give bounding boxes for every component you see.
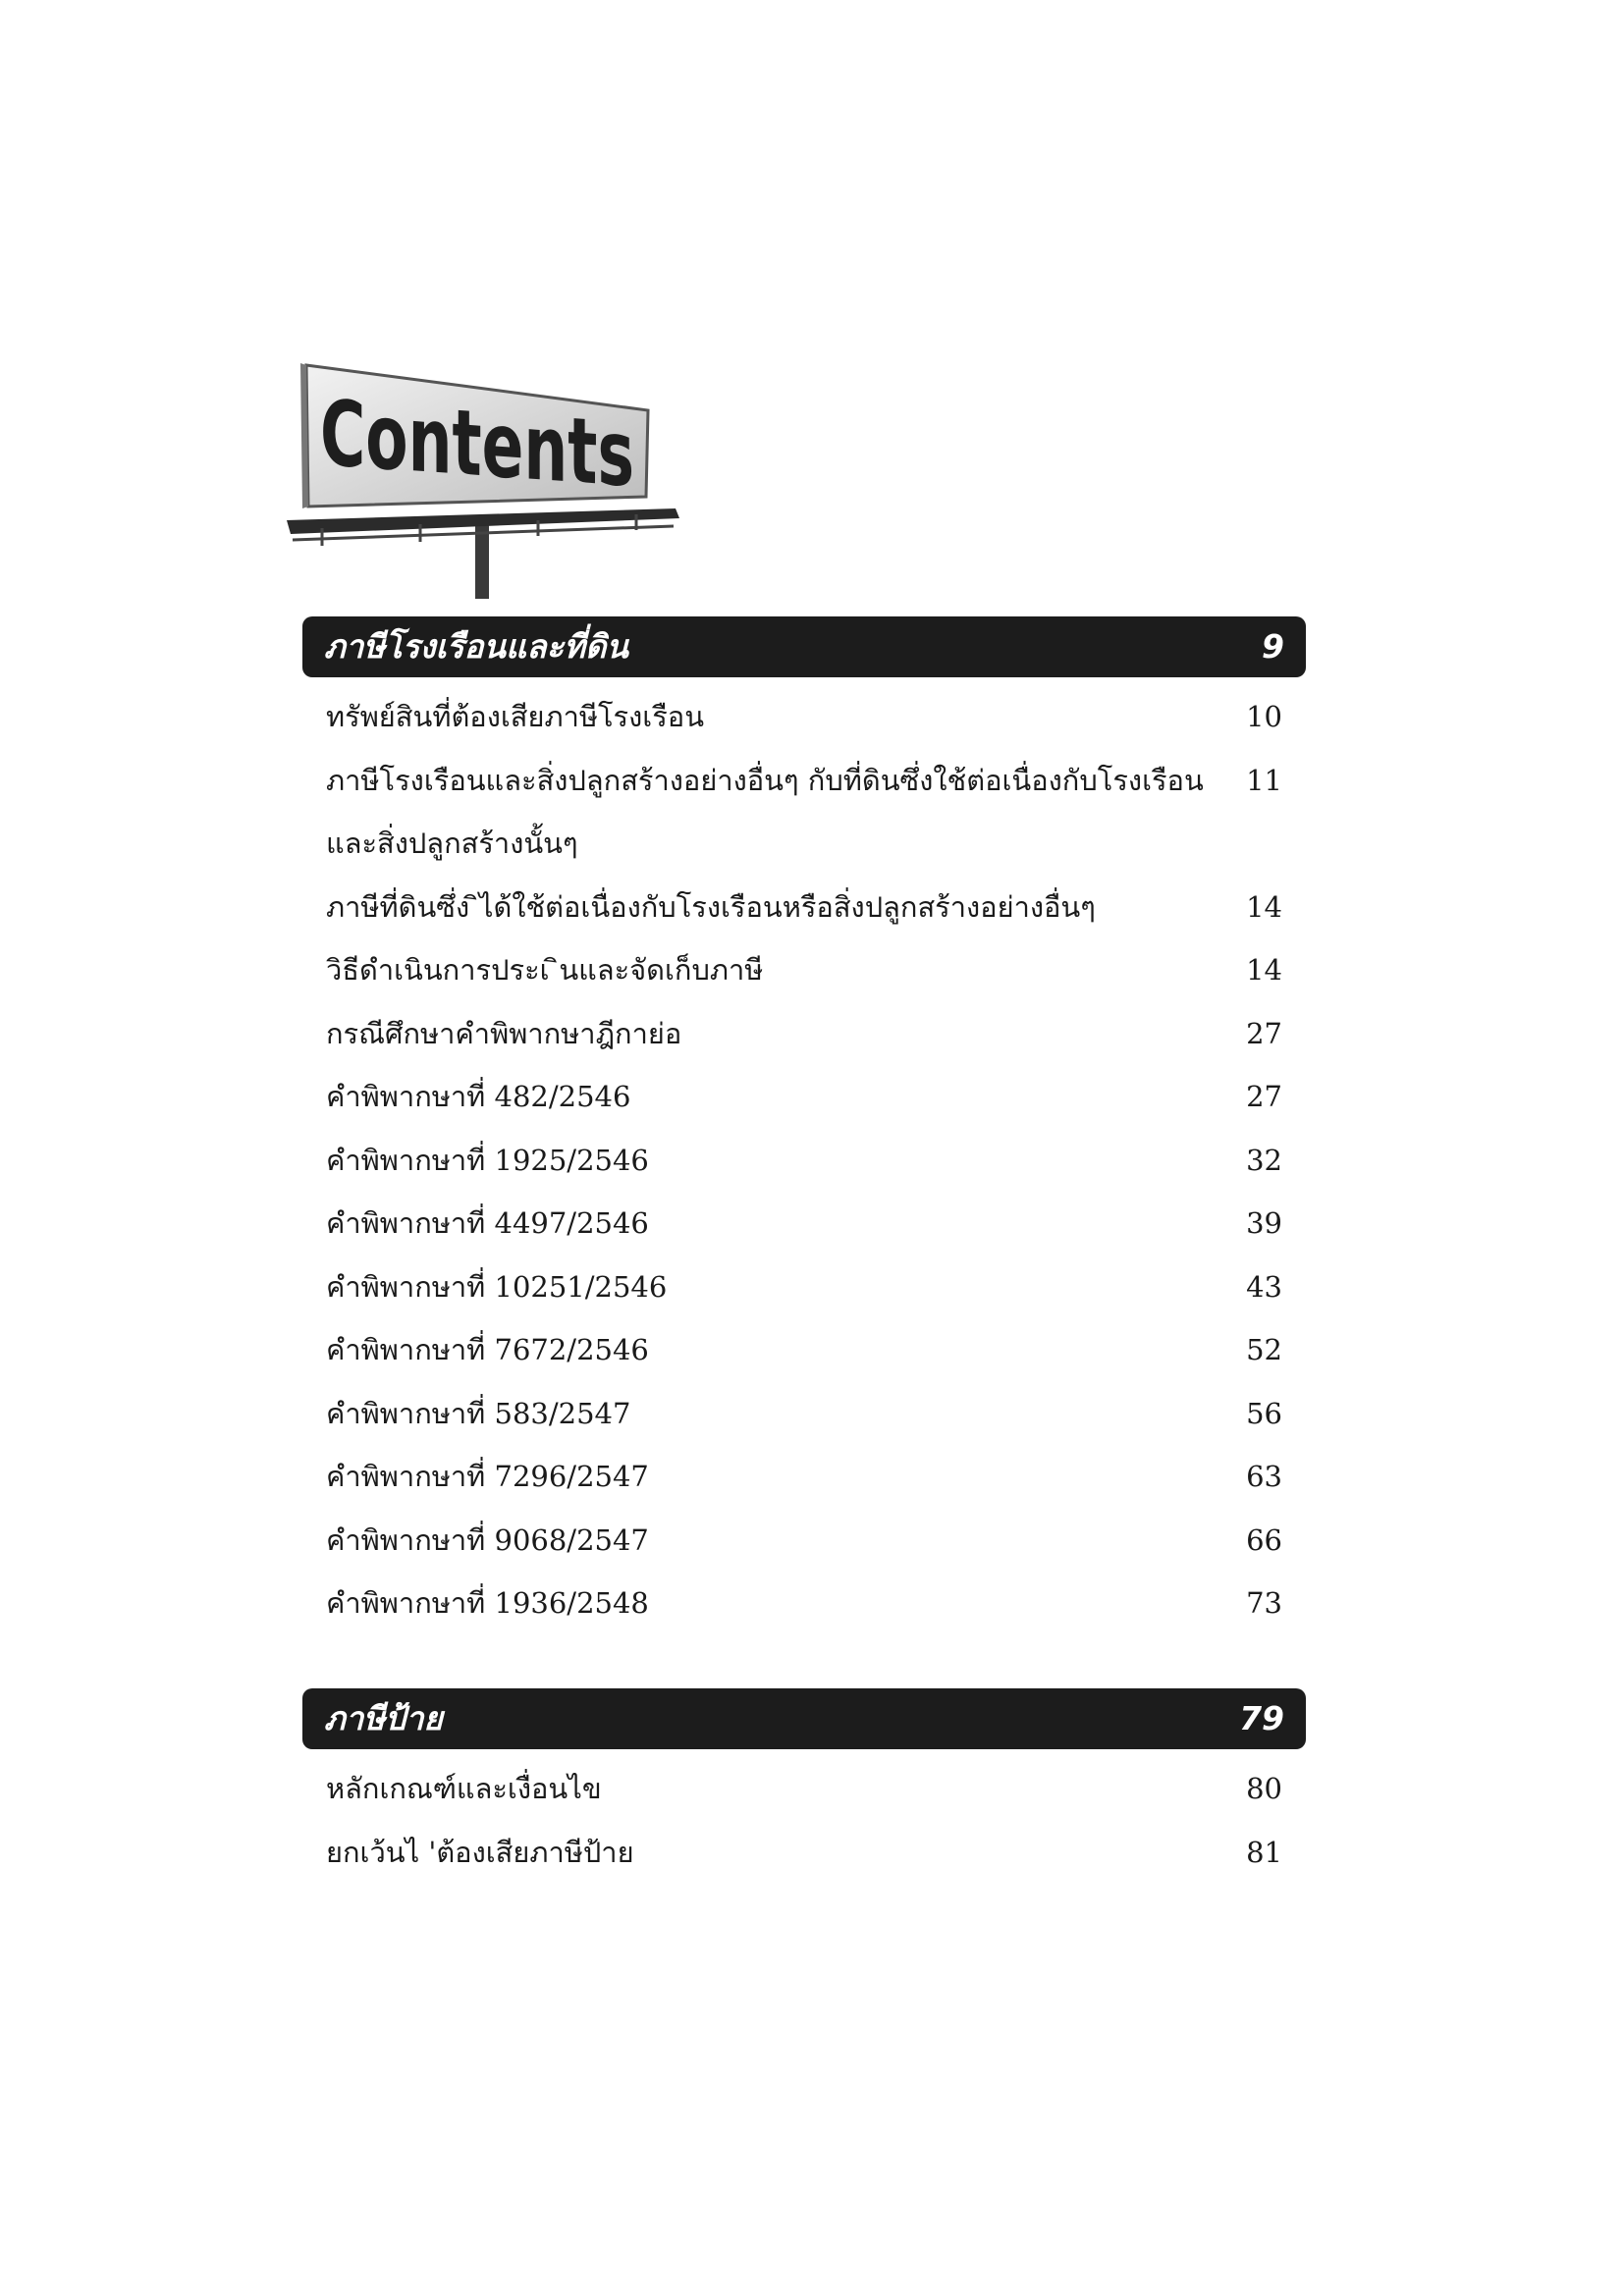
toc-entry-label: คำพิพากษาที่ 4497/2546 [326,1206,649,1240]
toc-entry [326,1255,1282,1319]
toc-entry-label: คำพิพากษาที่ 7296/2547 [326,1460,649,1493]
toc-entry [326,685,1282,749]
toc-entry-page: 43 [1246,1269,1282,1304]
toc-entry [326,1572,1282,1635]
toc-entry-label: หลักเกณฑ์และเงื่อนไข [326,1772,602,1805]
toc-entry-label: คำพิพากษาที่ 482/2546 [326,1080,631,1113]
toc-entry [326,1065,1282,1129]
toc-entry-page: 52 [1246,1333,1282,1366]
toc-entry-label: ภาษีโรงเรือนและสิ่งปลูกสร้างอย่างอื่นๆ กับที่ดินซึ่งใช้ต่อเนื่องกับโรงเรือน [326,763,1204,797]
toc-entry [326,1382,1282,1446]
toc-entry-page: 56 [1246,1396,1282,1430]
section-header-2 [302,1688,1306,1749]
toc-entry [326,749,1282,813]
toc-entry [326,812,1282,876]
toc-entry-label: คำพิพากษาที่ 7672/2546 [326,1333,649,1366]
contents-billboard-logo [283,353,733,599]
toc-entry-label: ภาษีที่ดินซึ่ง ิได้ใช้ต่อเนื่องกับโรงเรือนหรือสิ่งปลูกสร้างอย่างอื่นๆ [326,889,1096,924]
toc-entry-label: และสิ่งปลูกสร้างนั้นๆ [326,827,578,860]
toc-entry-label: คำพิพากษาที่ 10251/2546 [326,1269,668,1304]
toc-entry-label: ทรัพย์สินที่ต้องเสียภาษีโรงเรือน [326,700,705,733]
toc-entry [326,938,1282,1002]
toc-entry-page: 63 [1246,1460,1282,1493]
toc-entry [326,876,1282,939]
toc-entry [326,1192,1282,1255]
toc-list-section-1 [326,685,1282,1635]
toc-entry-page: 32 [1246,1143,1282,1177]
toc-entry-label: คำพิพากษาที่ 1936/2548 [326,1586,649,1620]
toc-entry-page: 27 [1246,1016,1282,1050]
toc-entry-label: กรณีศึกษาคำพิพากษาฎีกาย่อ [326,1016,682,1050]
toc-entry-page: 14 [1246,889,1282,924]
toc-entry-page: 27 [1246,1080,1282,1113]
toc-entry [326,1318,1282,1382]
toc-entry [326,1445,1282,1509]
toc-list-section-2 [326,1757,1282,1884]
section-title: ภาษีป้าย [324,1699,443,1737]
section-header-1 [302,616,1306,677]
toc-entry-page: 14 [1246,953,1282,987]
toc-entry-page: 81 [1246,1835,1282,1869]
toc-entry [326,1129,1282,1193]
section-page-number: 79 [1239,1699,1284,1737]
toc-entry-page: 73 [1246,1586,1282,1620]
toc-entry-page: 66 [1246,1522,1282,1557]
toc-entry-page: 39 [1246,1206,1282,1240]
toc-entry [326,1509,1282,1573]
toc-entry-label: คำพิพากษาที่ 1925/2546 [326,1143,649,1177]
toc-entry-page: 11 [1246,763,1282,797]
billboard-graphic [283,353,733,599]
toc-entry [326,1821,1282,1885]
toc-entry-label: วิธีดำเนินการประเ ินและจัดเก็บภาษี [326,953,764,987]
toc-entry-page: 10 [1246,700,1282,733]
toc-entry-label: คำพิพากษาที่ 9068/2547 [326,1522,649,1557]
toc-entry-page: 80 [1246,1772,1282,1805]
toc-entry-label: ยกเว้นไ 'ต้องเสียภาษีป้าย [326,1835,634,1869]
toc-entry [326,1002,1282,1066]
billboard-logo-text: Contents [320,380,733,515]
toc-entry-label: คำพิพากษาที่ 583/2547 [326,1396,631,1430]
section-page-number: 9 [1262,627,1284,666]
section-title: ภาษีโรงเรือนและที่ดิน [324,627,628,666]
toc-entry [326,1757,1282,1821]
